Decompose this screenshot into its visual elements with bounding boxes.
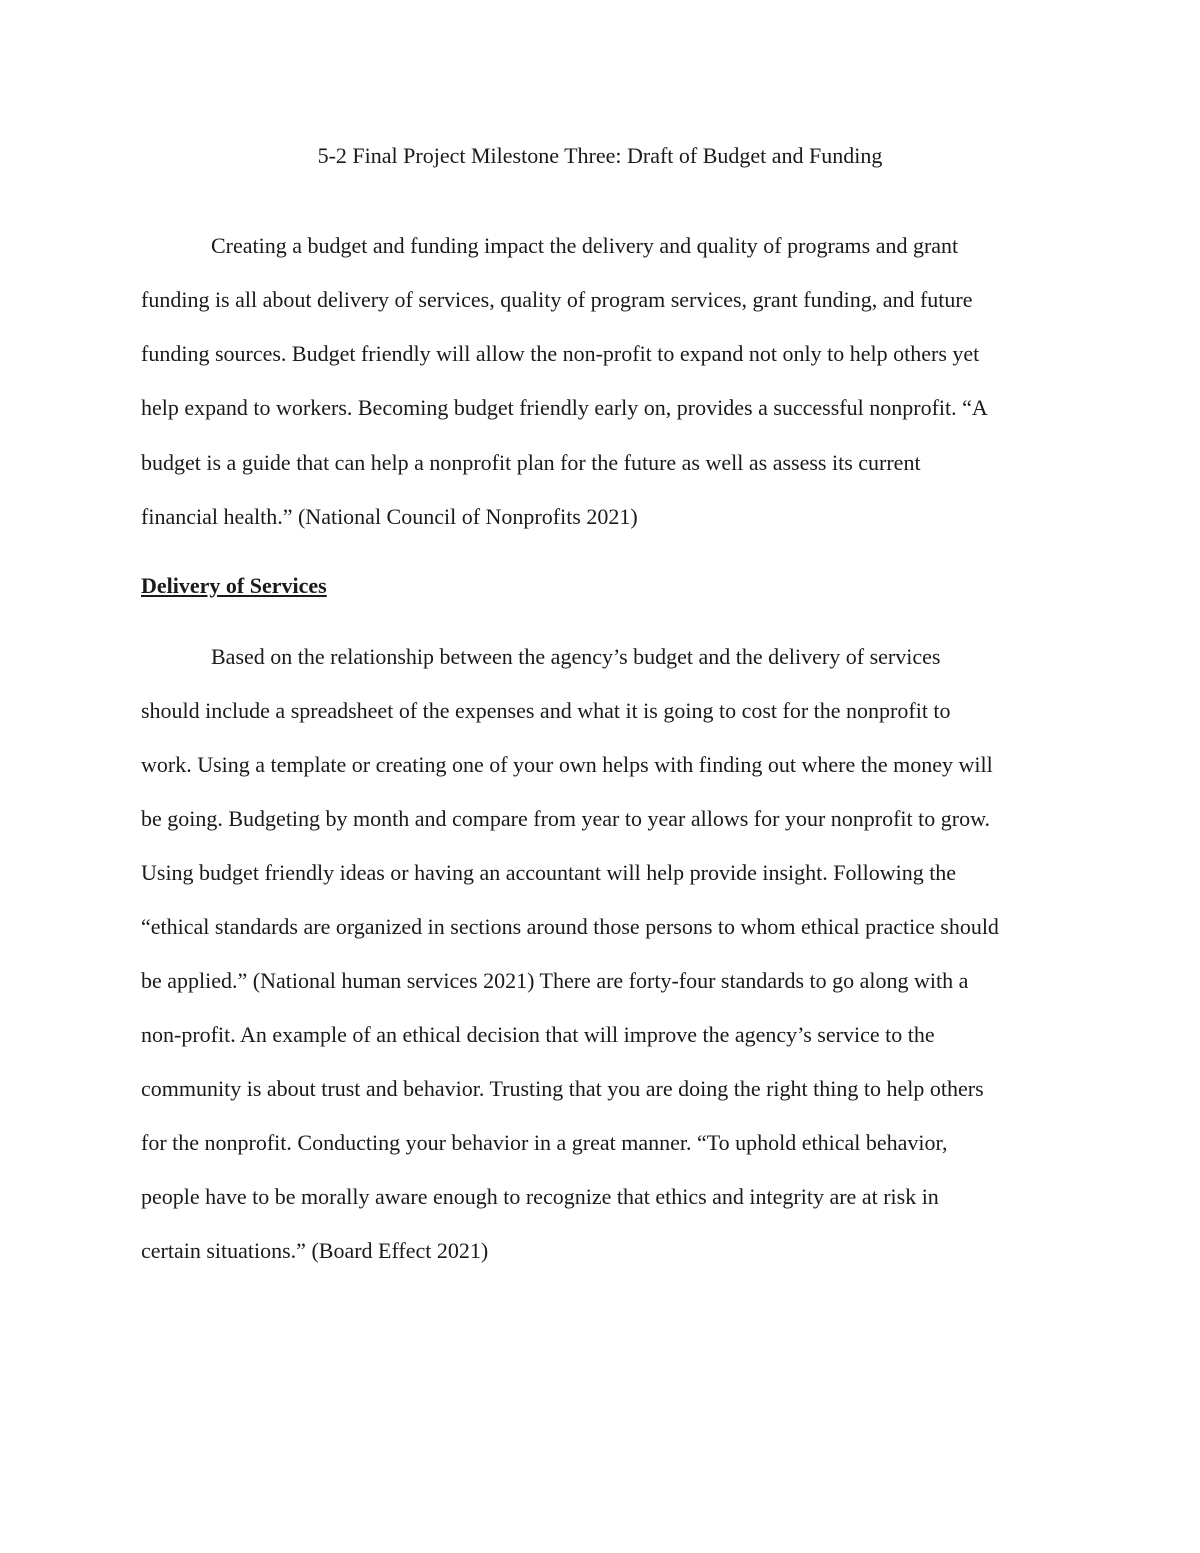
- section-line: certain situations.” (Board Effect 2021): [141, 1238, 489, 1263]
- section-line: work. Using a template or creating one of your own helps with finding out where the money will: [141, 752, 993, 777]
- section-line: “ethical standards are organized in sections around those persons to whom ethical practice should: [141, 914, 999, 939]
- section-line: be applied.” (National human services 2021) There are forty-four standards to go along with a: [141, 968, 969, 993]
- intro-line: Creating a budget and funding impact the delivery and quality of programs and grant: [211, 233, 959, 258]
- section-line: community is about trust and behavior. Trusting that you are doing the right thing to help others: [141, 1076, 984, 1101]
- section-line: be going. Budgeting by month and compare from year to year allows for your nonprofit to grow.: [141, 806, 991, 831]
- intro-line: financial health.” (National Council of Nonprofits 2021): [141, 504, 638, 529]
- section-line: people have to be morally aware enough to recognize that ethics and integrity are at risk in: [141, 1184, 939, 1209]
- document-title: 5-2 Final Project Milestone Three: Draft of Budget and Funding: [317, 143, 883, 168]
- section-line: non-profit. An example of an ethical decision that will improve the agency’s service to the: [141, 1022, 935, 1047]
- intro-line: funding sources. Budget friendly will allow the non-profit to expand not only to help others yet: [141, 341, 980, 366]
- section-heading: Delivery of Services: [141, 573, 327, 598]
- section-line: should include a spreadsheet of the expenses and what it is going to cost for the nonprofit to: [141, 698, 951, 723]
- intro-line: budget is a guide that can help a nonprofit plan for the future as well as assess its current: [141, 450, 921, 475]
- section-line: Using budget friendly ideas or having an accountant will help provide insight. Following the: [141, 860, 957, 885]
- intro-line: funding is all about delivery of services, quality of program services, grant funding, and future: [141, 287, 973, 312]
- section-line: for the nonprofit. Conducting your behavior in a great manner. “To uphold ethical behavior,: [141, 1130, 948, 1155]
- intro-line: help expand to workers. Becoming budget friendly early on, provides a successful nonprofit. “A: [141, 395, 988, 420]
- section-line: Based on the relationship between the agency’s budget and the delivery of services: [211, 644, 941, 669]
